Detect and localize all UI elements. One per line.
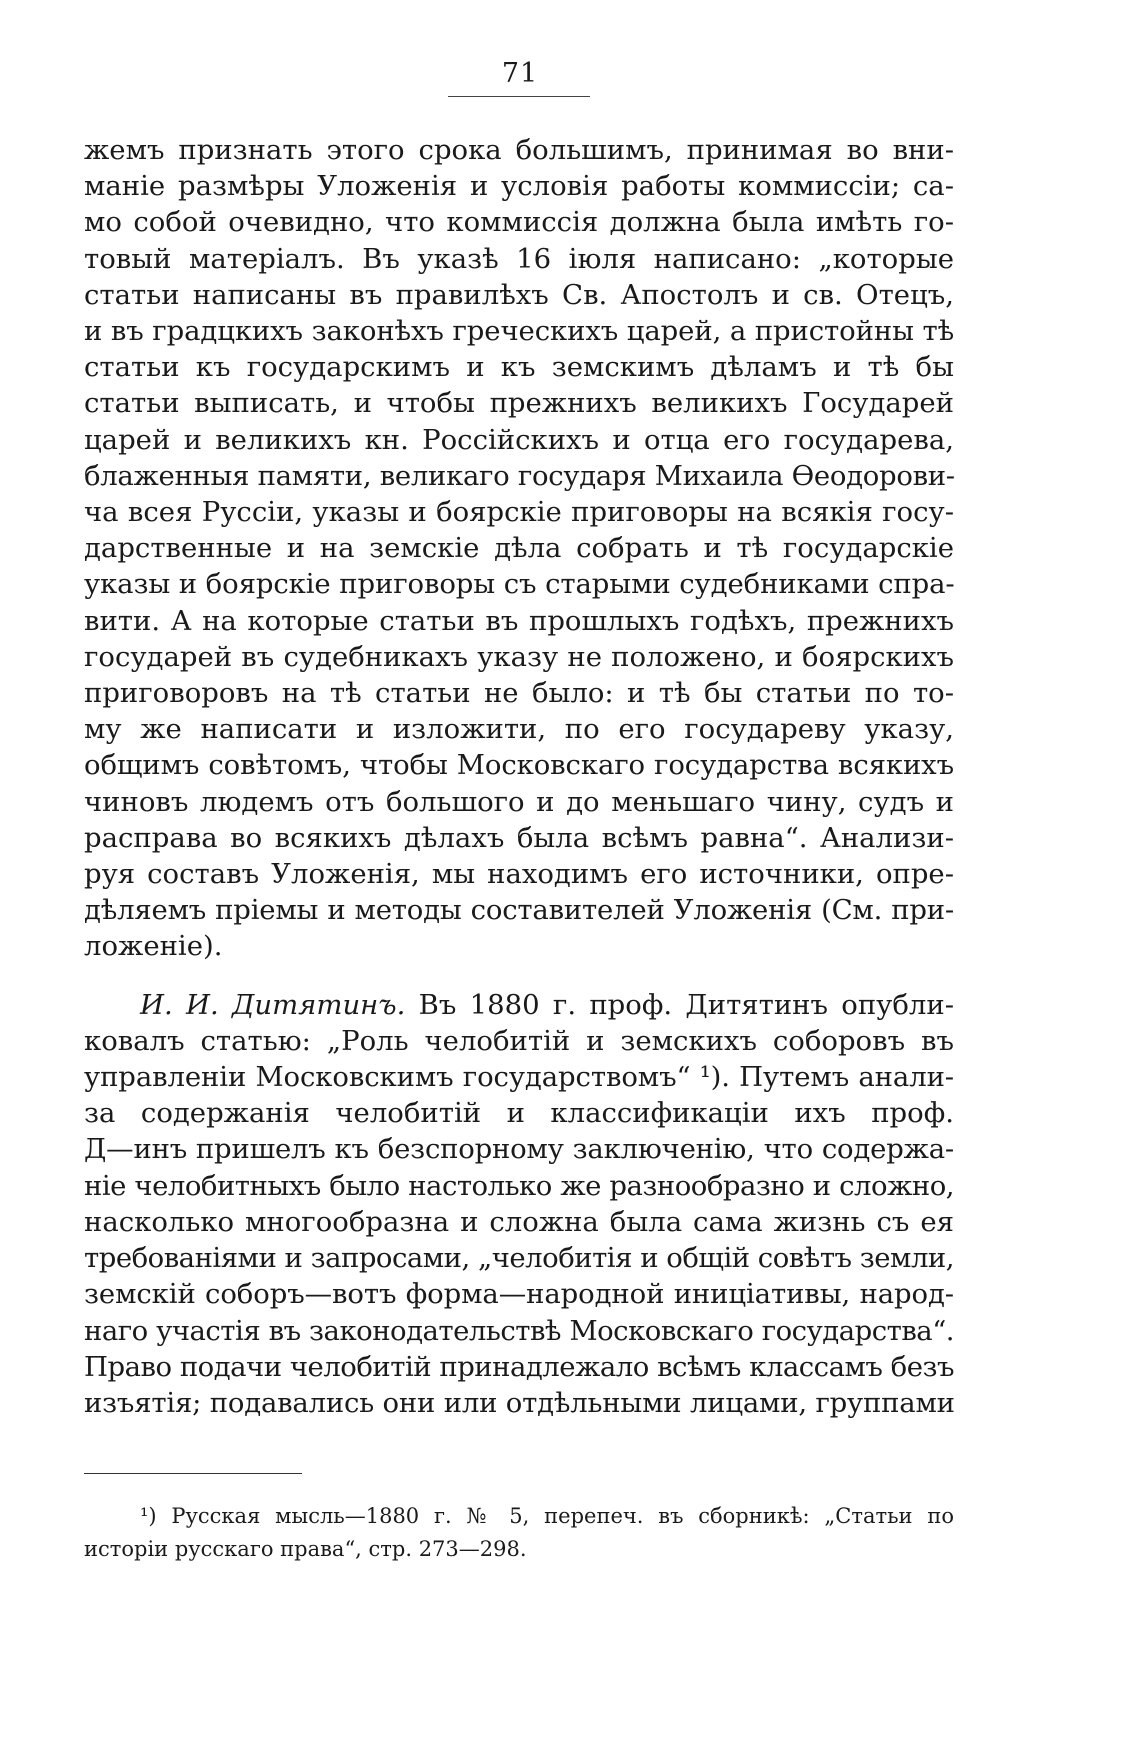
text-line: царей и великихъ кн. Россійскихъ и отца его государева, — [84, 423, 954, 456]
text-line: земскій соборъ—вотъ форма—народной иниціативы, народ- — [84, 1278, 954, 1311]
text-line: мо собой очевидно, что коммиссія должна была имѣть го- — [84, 206, 954, 239]
text-line: государей въ судебникахъ указу не положено, и боярскихъ — [84, 640, 954, 673]
text-line: общимъ совѣтомъ, чтобы Московскаго государства всякихъ — [84, 749, 954, 782]
text-line: наго участія въ законодательствѣ Московскаго государства“. — [84, 1314, 954, 1347]
text-line: за содержанія челобитій и классификаціи ихъ проф. — [84, 1097, 954, 1130]
text-line: руя составъ Уложенія, мы находимъ его источники, опре- — [84, 858, 954, 891]
text-line: ложеніе). — [84, 930, 223, 963]
page-number-rule — [448, 96, 590, 97]
text-line: статьи написаны въ правилѣхъ Св. Апостолъ и св. Отецъ, — [84, 278, 954, 311]
text-line: ча всея Руссіи, указы и боярскіе приговоры на всякія госу- — [84, 496, 954, 529]
text-line: жемъ признать этого срока большимъ, принимая во вни- — [84, 134, 954, 166]
text-line: приговоровъ на тѣ статьи не было: и тѣ бы статьи по то- — [84, 677, 954, 710]
text-line: Д—инъ пришелъ къ безспорному заключенію, что содержа- — [84, 1133, 954, 1166]
text-line: ковалъ статью: „Роль челобитій и земскихъ соборовъ въ — [84, 1024, 954, 1057]
text-line: расправа во всякихъ дѣлахъ была всѣмъ равна“. Анализи- — [84, 821, 954, 854]
page-number: 71 — [501, 58, 539, 89]
text-line: управленіи Московскимъ государствомъ“ ¹). Путемъ анали- — [84, 1061, 954, 1094]
paragraph-1 — [84, 132, 954, 965]
body-text — [84, 132, 954, 1421]
first-line-rest: Въ 1880 г. проф. Дитятинъ опубли- — [405, 988, 955, 1021]
text-line: Право подачи челобитій принадлежало всѣмъ классамъ безъ — [84, 1350, 954, 1383]
text-line: и въ градцкихъ законѣхъ греческихъ царей, а пристойны тѣ — [84, 315, 955, 348]
footnote-rule — [84, 1473, 302, 1474]
footnote-line: ¹) Русская мысль—1880 г. № 5, перепеч. въ сборникѣ: „Статьи по — [140, 1504, 954, 1528]
text-line: ніе челобитныхъ было настолько же разнообразно и сложно, — [84, 1169, 954, 1202]
paragraph-2 — [84, 987, 954, 1421]
author-name: И. И. Дитятинъ. — [140, 988, 406, 1021]
text-line: товый матеріалъ. Въ указѣ 16 іюля написано: „которые — [84, 242, 954, 275]
text-line: насколько многообразна и сложна была сама жизнь съ ея — [84, 1205, 954, 1238]
text-line: изъятія; подавались они или отдѣльными лицами, группами — [84, 1386, 955, 1419]
text-line: чиновъ людемъ отъ большого и до меньшаго чину, судъ и — [84, 785, 954, 818]
footnotes — [84, 1500, 954, 1566]
text-line: требованіями и запросами, „челобитія и общій совѣтъ земли, — [84, 1242, 954, 1275]
text-line: дѣляемъ пріемы и методы составителей Уложенія (См. при- — [84, 894, 954, 927]
text-line: указы и боярскіе приговоры съ старыми судебниками спра- — [84, 568, 955, 601]
text-line: статьи къ государскимъ и къ земскимъ дѣламъ и тѣ бы — [84, 351, 954, 384]
paragraph-gap — [84, 965, 954, 987]
text-line: дарственные и на земскіе дѣла собрать и тѣ государскіе — [84, 532, 954, 565]
footnote-line: исторіи русскаго права“, стр. 273—298. — [84, 1537, 527, 1561]
text-line-first — [84, 987, 954, 1023]
text-line: маніе размѣры Уложенія и условія работы коммиссіи; са- — [84, 170, 954, 203]
text-line: вити. А на которые статьи въ прошлыхъ годѣхъ, прежнихъ — [84, 604, 954, 637]
text-line: статьи выписать, и чтобы прежнихъ великихъ Государей — [84, 387, 954, 420]
text-line: блаженныя памяти, великаго государя Михаила Ѳеодорови- — [84, 459, 955, 492]
text-line: му же написати и изложити, по его государеву указу, — [84, 713, 954, 746]
